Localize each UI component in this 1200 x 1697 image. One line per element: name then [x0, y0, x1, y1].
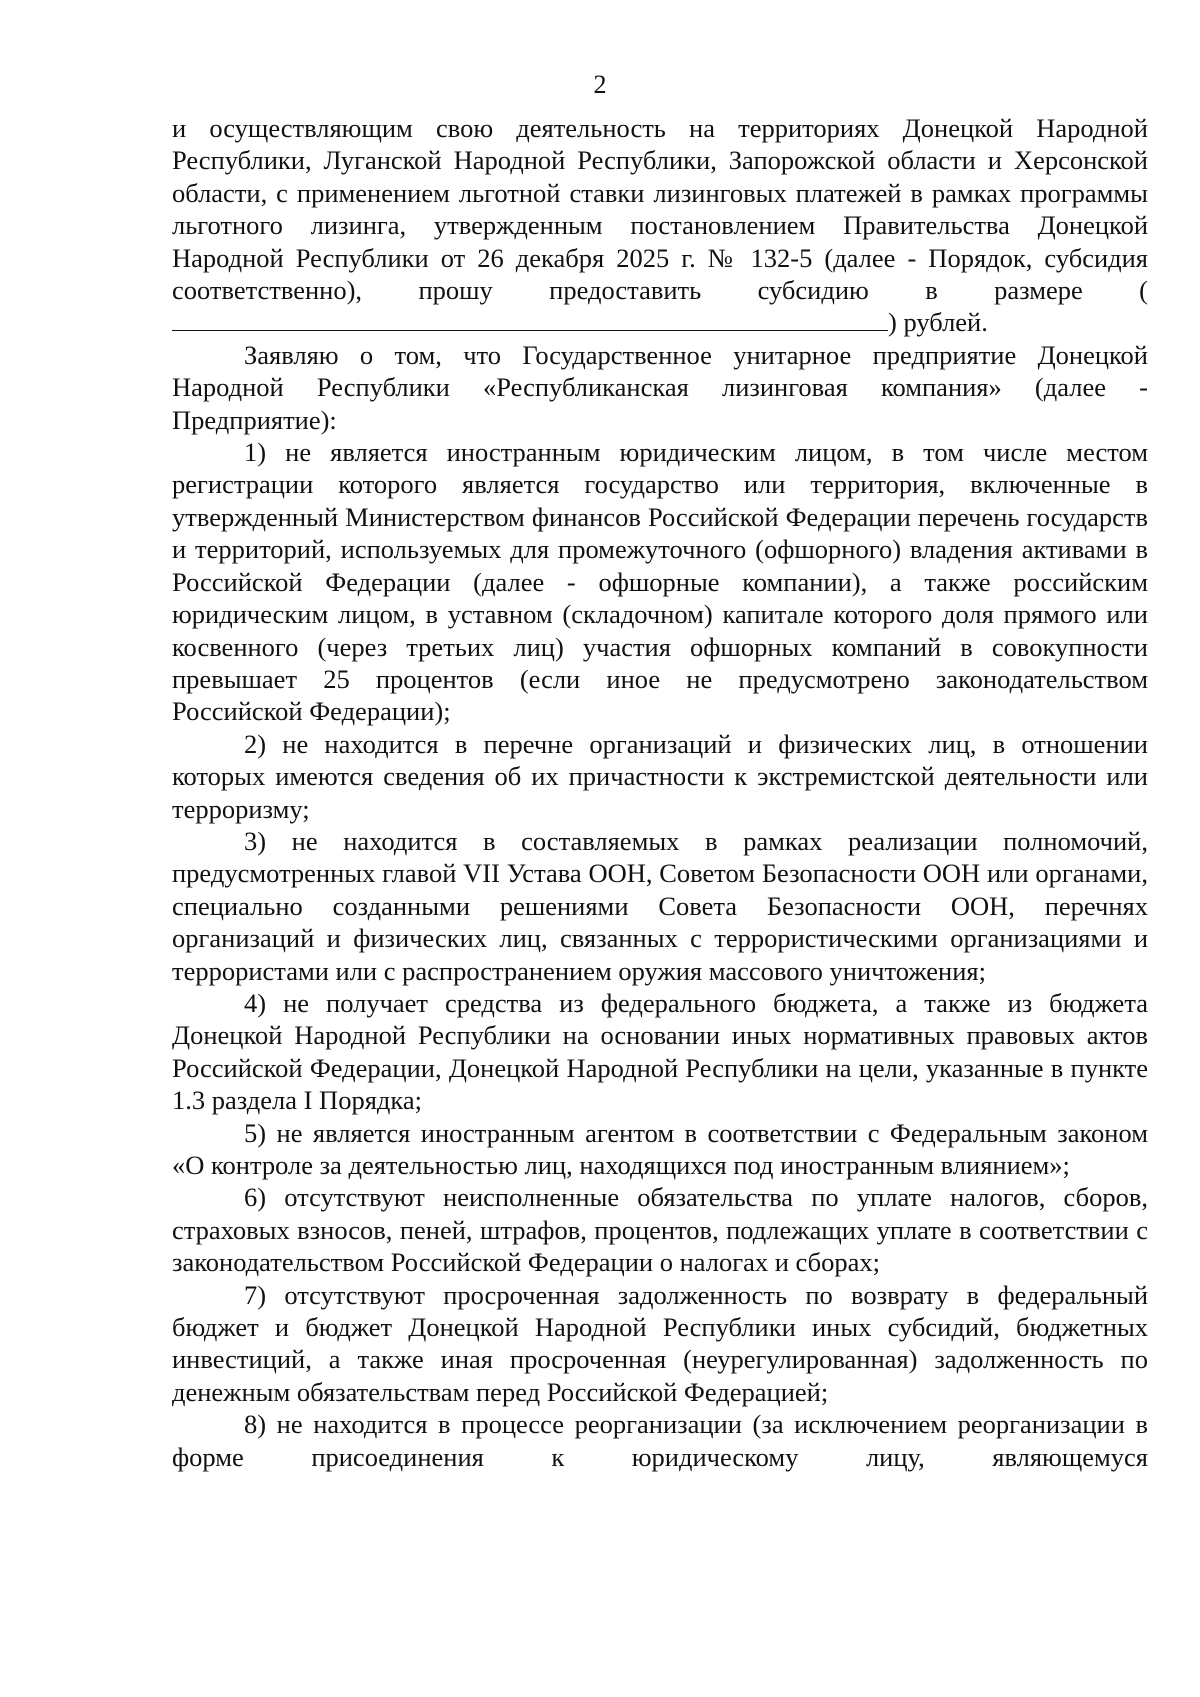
list-item-3: 3) не находится в составляемых в рамках реализации полномочий, предусмотренных главой VII Устава ООН, Советом Безопасности ООН или органами, специально созданными решениями Совета Безопасности ООН, перечнях организаций и физических лиц, связанных с террористическими организациями и террористами или с распространением оружия массового уничтожения;	[172, 825, 1148, 986]
page-number: 2	[593, 70, 607, 99]
document-body	[172, 112, 1148, 1473]
list-item-4: 4) не получает средства из федерального бюджета, а также из бюджета Донецкой Народной Республики на основании иных нормативных правовых актов Российской Федерации, Донецкой Народной Республики на цели, указанные в пункте 1.3 раздела I Порядка;	[172, 987, 1148, 1116]
list-item-1: 1) не является иностранным юридическим лицом, в том числе местом регистрации которого является государство или территория, включенные в утвержденный Министерством финансов Российской Федерации перечень государств и территорий, используемых для промежуточного (офшорного) владения активами в Российской Федерации (далее - офшорные компании), а также российским юридическим лицом, в уставном (складочном) капитале которого доля прямого или косвенного (через третьих лиц) участия офшорных компаний в совокупности превышает 25 процентов (если иное не предусмотрено законодательством Российской Федерации);	[172, 437, 1148, 727]
list-item-8: 8) не находится в процессе реорганизации (за исключением реорганизации в форме присоединения к юридическому лицу, являющемуся	[172, 1409, 1148, 1472]
list-item-5: 5) не является иностранным агентом в соответствии с Федеральным законом «О контроле за деятельностью лиц, находящихся под иностранным влиянием»;	[172, 1117, 1148, 1180]
amount-blank-field[interactable]	[172, 308, 888, 331]
declaration-paragraph: Заявляю о том, что Государственное унитарное предприятие Донецкой Народной Республики «Республиканская лизинговая компания» (далее - Предприятие):	[172, 339, 1148, 435]
amount-suffix: ) рублей.	[888, 307, 988, 338]
intro-text: и осуществляющим свою деятельность на территориях Донецкой Народной Республики, Луганской Народной Республики, Запорожской области и Херсонской области, с применением льготной ставки лизинговых платежей в рамках программы льготного лизинга, утвержденным постановлением Правительства Донецкой Народной Республики от 26 декабря 2025 г. № 132-5 (далее - Порядок, субсидия соответственно), прошу предоставить субсидию	[172, 113, 1148, 306]
intro-paragraph	[172, 112, 1148, 339]
list-item-6: 6) отсутствуют неисполненные обязательства по уплате налогов, сборов, страховых взносов, пеней, штрафов, процентов, подлежащих уплате в соответствии с законодательством Российской Федерации о налогах и сборах;	[172, 1182, 1148, 1278]
list-item-2: 2) не находится в перечне организаций и физических лиц, в отношении которых имеются сведения об их причастности к экстремистской деятельности или терроризму;	[172, 728, 1148, 824]
list-item-7: 7) отсутствуют просроченная задолженность по возврату в федеральный бюджет и бюджет Донецкой Народной Республики иных субсидий, бюджетных инвестиций, а также иная просроченная (неурегулированная) задолженность по денежным обязательствам перед Российской Федерацией;	[172, 1279, 1148, 1407]
amount-prefix: в размере (	[925, 275, 1149, 306]
